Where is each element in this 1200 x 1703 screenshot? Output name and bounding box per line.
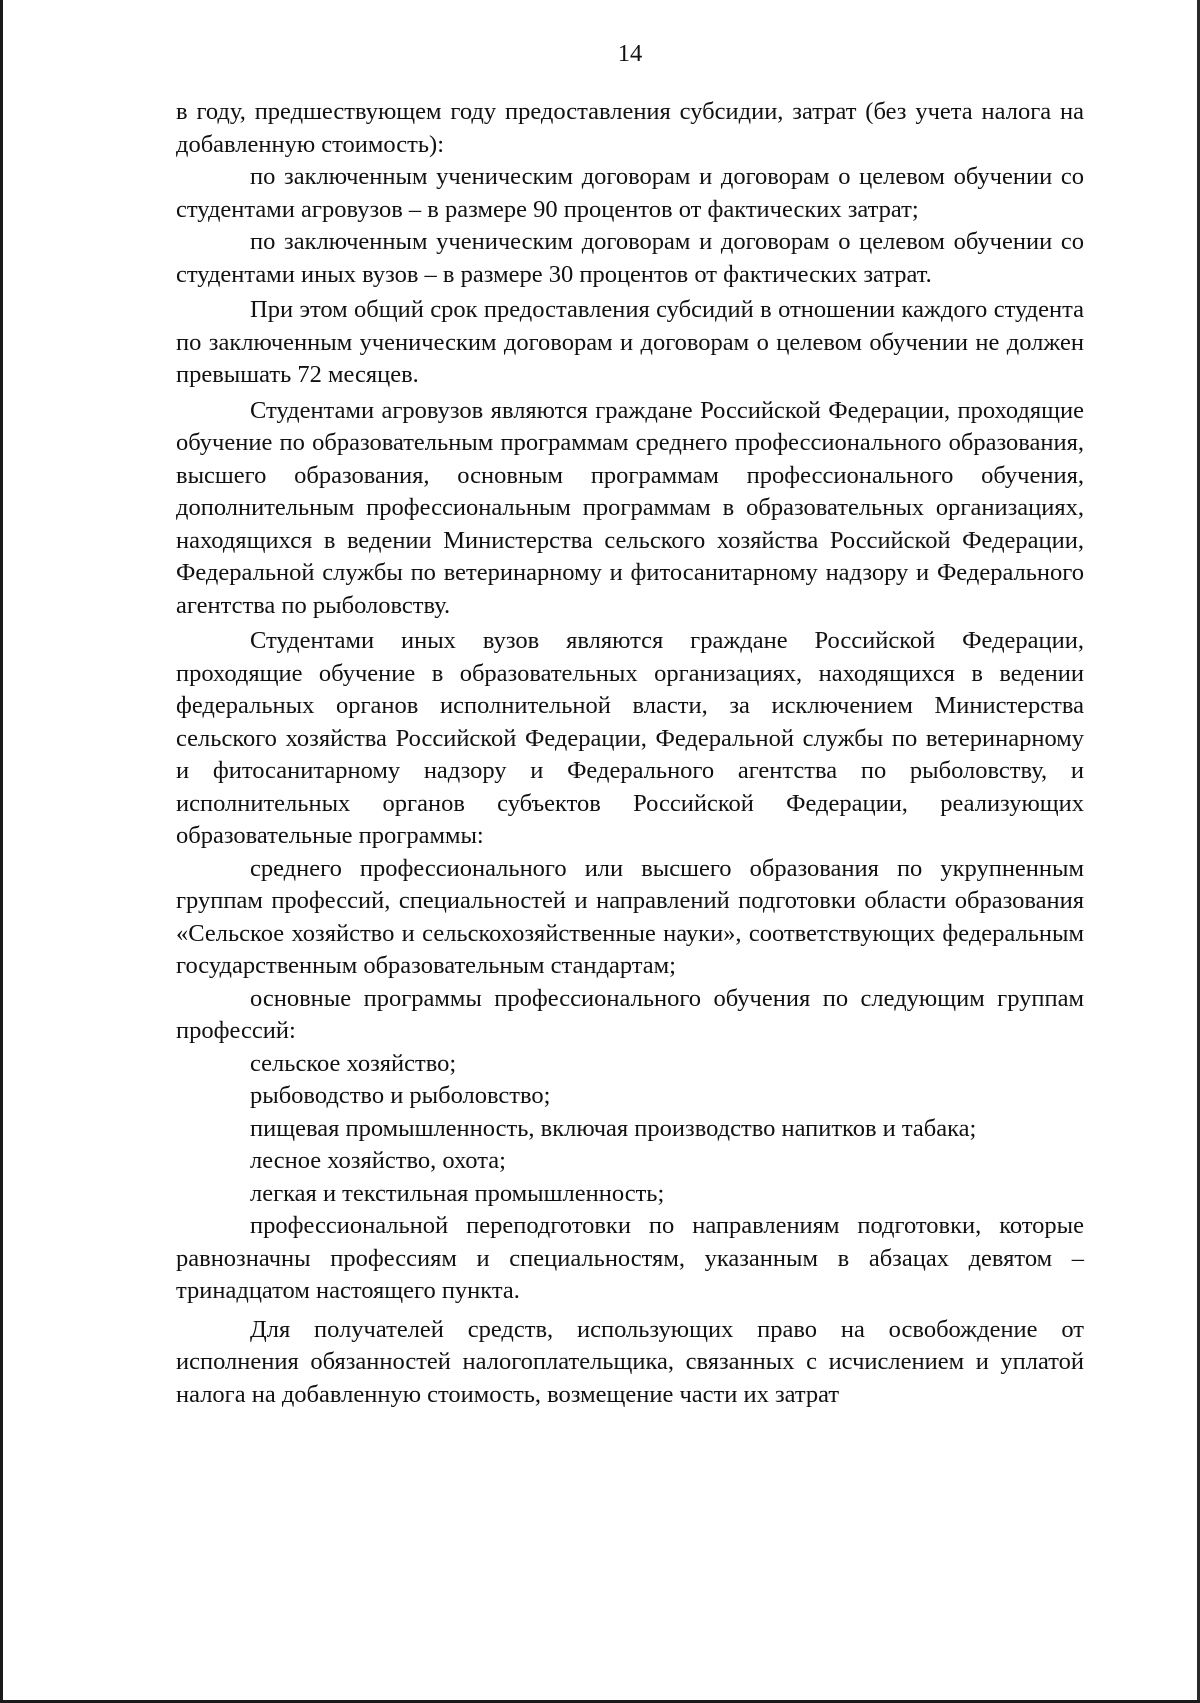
paragraph-6: Студентами иных вузов являются граждане Российской Федерации, проходящие обучение в образовательных организациях, находящихся в ведении федеральных органов исполнительной власти, за исключением Министерства сельского хозяйства Российской Федерации, Федеральной службы по ветеринарному и фитосанитарному надзору и Федерального агентства по рыболовству, и исполнительных органов субъектов Российской Федерации, реализующих образовательные программы: <box>176 627 1084 849</box>
paragraph-3: по заключенным ученическим договорам и договорам о целевом обучении со студентами иных вузов – в размере 30 процентов от фактических затрат. <box>176 228 1084 288</box>
paragraph-10: рыбоводство и рыболовство; <box>250 1082 551 1109</box>
paragraph-8: основные программы профессионального обучения по следующим группам профессий: <box>176 984 1084 1044</box>
paragraph-2: по заключенным ученическим договорам и договорам о целевом обучении со студентами агровузов – в размере 90 процентов от фактических затрат; <box>176 163 1084 223</box>
paragraph-14: профессиональной переподготовки по направлениям подготовки, которые равнозначны профессиям и специальностям, указанным в абзацах девятом – тринадцатом настоящего пункта. <box>176 1212 1084 1304</box>
paragraph-9: сельское хозяйство; <box>250 1049 457 1077</box>
paragraph-11: пищевая промышленность, включая производство напитков и табака; <box>250 1114 977 1142</box>
paragraph-4: При этом общий срок предоставления субсидий в отношении каждого студента по заключенным ученическим договорам и договорам о целевом обучении не должен превышать 72 месяцев. <box>176 296 1084 388</box>
scan-border-left <box>0 0 3 1703</box>
paragraph-12: лесное хозяйство, охота; <box>250 1147 506 1174</box>
page-number: 14 <box>617 40 643 67</box>
paragraph-1: в году, предшествующем году предоставления субсидии, затрат (без учета налога на добавленную стоимость): <box>176 98 1084 158</box>
paragraph-5: Студентами агровузов являются граждане Российской Федерации, проходящие обучение по образовательным программам среднего профессионального образования, высшего образования, основным программам профессионального обучения, дополнительным профессиональным программам в образовательных организациях, находящихся в ведении Министерства сельского хозяйства Российской Федерации, Федеральной службы по ветеринарному и фитосанитарному надзору и Федерального агентства по рыболовству. <box>176 396 1084 619</box>
document-page <box>176 38 1084 1411</box>
paragraph-15: Для получателей средств, использующих право на освобождение от исполнения обязанностей налогоплательщика, связанных с исчислением и уплатой налога на добавленную стоимость, возмещение части их затрат <box>176 1315 1084 1408</box>
paragraph-13: легкая и текстильная промышленность; <box>250 1179 665 1207</box>
paragraph-7: среднего профессионального или высшего образования по укрупненным группам профессий, специальностей и направлений подготовки области образования «Сельское хозяйство и сельскохозяйственные науки», соответствующих федеральным государственным образовательным стандартам; <box>176 854 1084 979</box>
